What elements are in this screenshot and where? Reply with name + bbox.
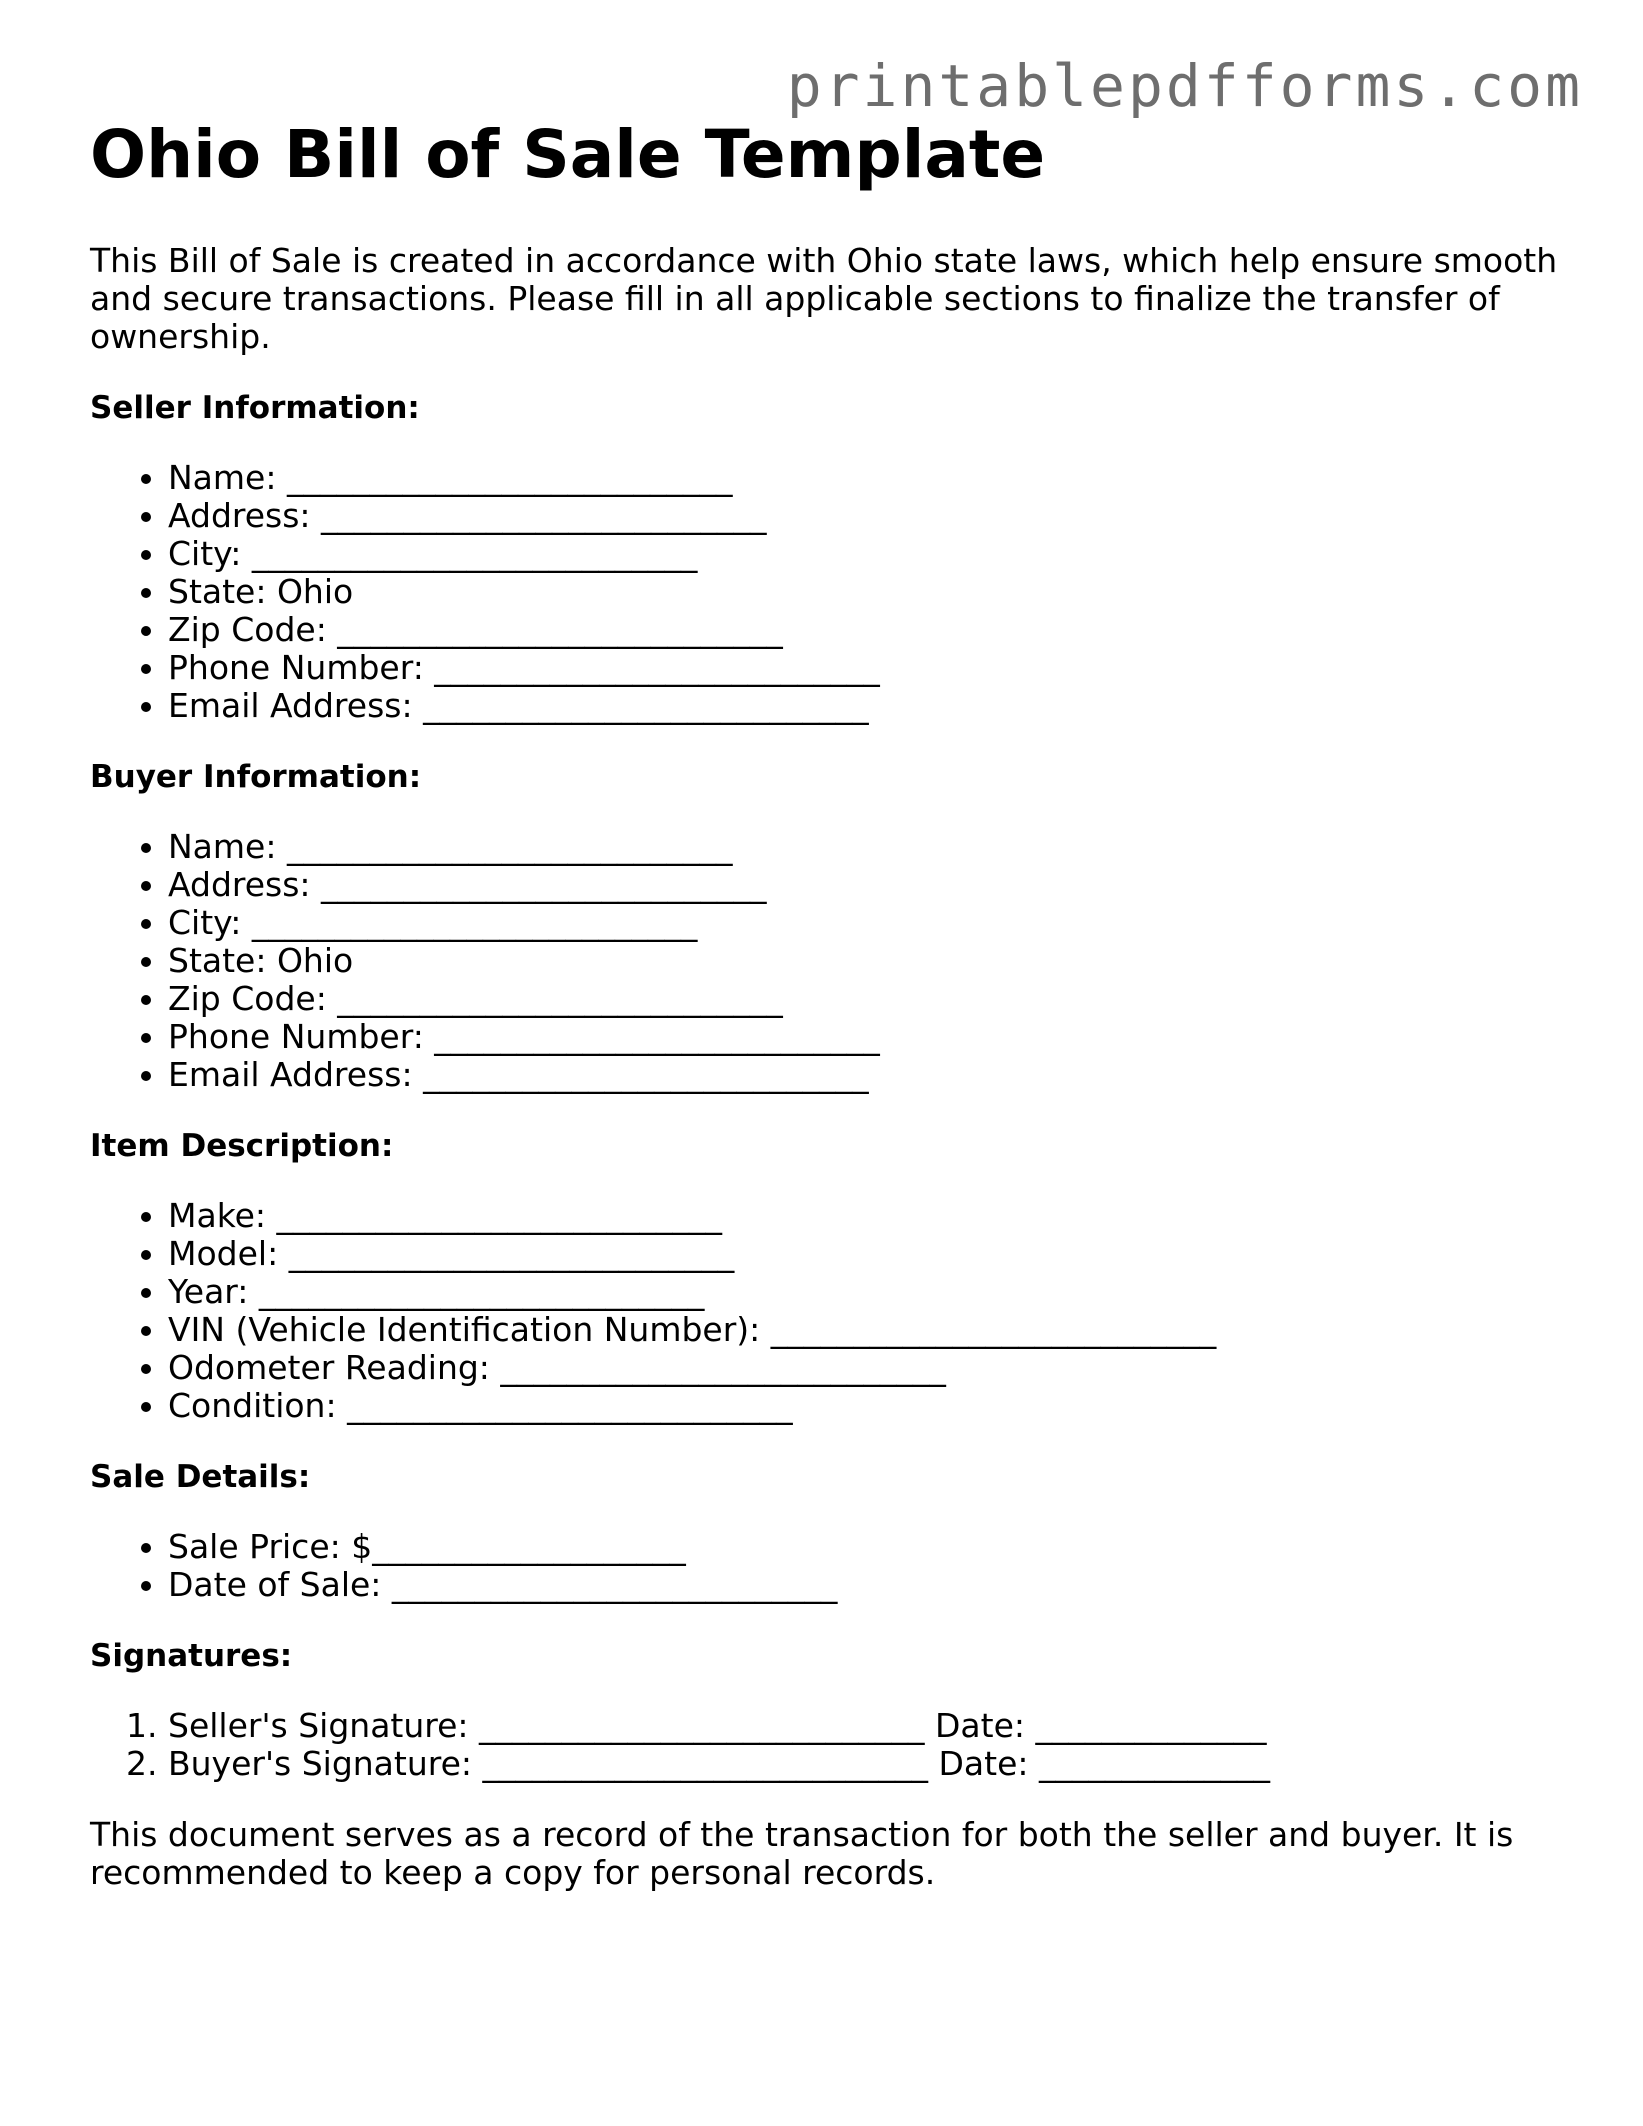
watermark: printablepdfforms.com: [786, 52, 1583, 120]
buyer-city-field: • City: ___________________________: [168, 904, 1560, 942]
sale-price-field: • Sale Price: $___________________: [168, 1528, 1560, 1566]
buyer-state-field: • State: Ohio: [168, 942, 1560, 980]
signatures-list: [90, 1707, 1560, 1783]
signatures-heading: Signatures:: [90, 1638, 293, 1674]
seller-zip-field: • Zip Code: ___________________________: [168, 611, 1560, 649]
buyer-email-field: • Email Address: ___________________________: [168, 1056, 1560, 1094]
seller-signature-line: 1. Seller's Signature: ___________________________ Date: ______________: [168, 1707, 1560, 1745]
seller-state-field: • State: Ohio: [168, 573, 1560, 611]
seller-name-field: • Name: ___________________________: [168, 459, 1560, 497]
sale-date-field: • Date of Sale: ___________________________: [168, 1566, 1560, 1604]
item-model-field: • Model: ___________________________: [168, 1235, 1560, 1273]
buyer-signature-line: 2. Buyer's Signature: ___________________________ Date: ______________: [168, 1745, 1560, 1783]
seller-city-field: • City: ___________________________: [168, 535, 1560, 573]
item-make-field: • Make: ___________________________: [168, 1197, 1560, 1235]
item-odometer-field: • Odometer Reading: ___________________________: [168, 1349, 1560, 1387]
seller-phone-field: • Phone Number: ___________________________: [168, 649, 1560, 687]
document-page: [90, 112, 1560, 1892]
buyer-name-field: • Name: ___________________________: [168, 828, 1560, 866]
buyer-phone-field: • Phone Number: ___________________________: [168, 1018, 1560, 1056]
item-heading: Item Description:: [90, 1128, 394, 1164]
item-year-field: • Year: ___________________________: [168, 1273, 1560, 1311]
page-title: Ohio Bill of Sale Template: [90, 116, 1046, 193]
sale-heading: Sale Details:: [90, 1459, 311, 1495]
seller-list: [90, 459, 1560, 725]
intro-paragraph: This Bill of Sale is created in accordance with Ohio state laws, which help ensure smooth and secure transactions. Please fill in all applicable sections to finalize the transfer of ownership.: [90, 241, 1558, 356]
item-condition-field: • Condition: ___________________________: [168, 1387, 1560, 1425]
buyer-list: [90, 828, 1560, 1094]
seller-address-field: • Address: ___________________________: [168, 497, 1560, 535]
buyer-heading: Buyer Information:: [90, 759, 422, 795]
closing-paragraph: This document serves as a record of the transaction for both the seller and buyer. It is recommended to keep a copy for personal records.: [90, 1815, 1514, 1892]
buyer-zip-field: • Zip Code: ___________________________: [168, 980, 1560, 1018]
sale-list: [90, 1528, 1560, 1604]
item-vin-field: • VIN (Vehicle Identification Number): ___________________________: [168, 1311, 1560, 1349]
seller-email-field: • Email Address: ___________________________: [168, 687, 1560, 725]
buyer-address-field: • Address: ___________________________: [168, 866, 1560, 904]
seller-heading: Seller Information:: [90, 390, 420, 426]
item-list: [90, 1197, 1560, 1425]
